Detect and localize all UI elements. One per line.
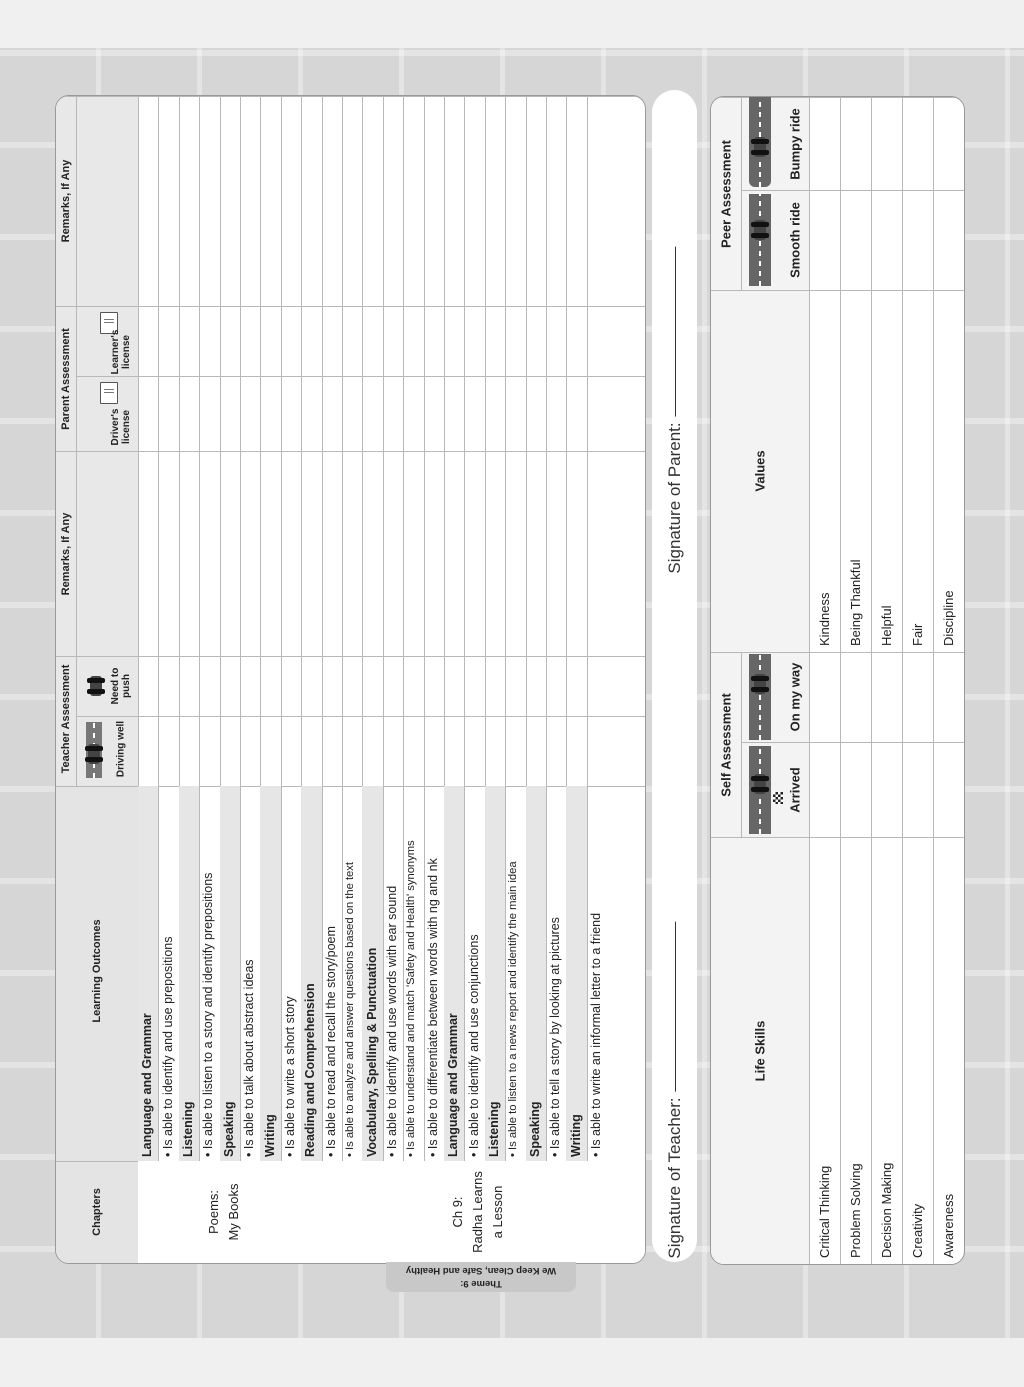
assessment-cell[interactable] — [301, 716, 321, 786]
assessment-cell[interactable] — [587, 656, 607, 716]
assessment-cell[interactable] — [138, 451, 158, 656]
value-row — [902, 290, 933, 652]
chapter-poems: Poems: My Books — [138, 1161, 310, 1263]
theme-number: Theme 9: — [460, 1278, 502, 1289]
assessment-cell[interactable] — [199, 716, 219, 786]
outcome-section-heading — [444, 786, 464, 1161]
assessment-cell[interactable] — [809, 652, 840, 742]
assessment-cell[interactable] — [505, 656, 525, 716]
outcome-text: • Is able to tell a story by looking at pictures — [548, 917, 563, 1157]
license-icon — [100, 382, 118, 404]
assessment-cell[interactable] — [902, 190, 933, 290]
assessment-cell[interactable] — [403, 656, 423, 716]
assessment-cell[interactable] — [566, 376, 586, 451]
outcome-text: Speaking — [527, 1101, 542, 1157]
assessment-cell[interactable] — [383, 306, 403, 376]
assessment-cell[interactable] — [301, 376, 321, 451]
assessment-cell[interactable] — [526, 716, 546, 786]
assessment-cell[interactable] — [322, 656, 342, 716]
outcome-row — [281, 786, 301, 1161]
assessment-cell[interactable] — [301, 96, 321, 306]
assessment-cell[interactable] — [281, 306, 301, 376]
outcome-row — [240, 786, 260, 1161]
signature-bar — [652, 90, 697, 1262]
assessment-cell[interactable] — [138, 96, 158, 306]
car-icon — [754, 220, 766, 240]
assessment-cell[interactable] — [424, 656, 444, 716]
assessment-cell[interactable] — [240, 376, 260, 451]
outcome-text: • Is able to listen to a story and identify prepositions — [201, 872, 216, 1157]
assessment-cell[interactable] — [505, 376, 525, 451]
life-skills-values-table — [710, 96, 965, 1265]
value-label: Being Thankful — [847, 559, 863, 646]
assessment-cell[interactable] — [464, 716, 484, 786]
assessment-cell[interactable] — [546, 376, 566, 451]
assessment-cell[interactable] — [281, 656, 301, 716]
assessment-cell[interactable] — [546, 656, 566, 716]
assessment-cell[interactable] — [322, 451, 342, 656]
teacher-signature: Signature of Teacher: — [652, 850, 697, 1330]
life-skill-label: Decision Making — [878, 1162, 894, 1258]
assessment-cell[interactable] — [322, 96, 342, 306]
value-label: Kindness — [816, 592, 832, 646]
outcome-text: • Is able to differentiate between words with ng and nk — [425, 858, 440, 1157]
assessment-cell[interactable] — [464, 306, 484, 376]
outcome-row — [424, 786, 444, 1161]
outcome-row — [587, 786, 607, 1161]
assessment-cell[interactable] — [403, 451, 423, 656]
assessment-cell[interactable] — [444, 306, 464, 376]
assessment-cell[interactable] — [179, 376, 199, 451]
assessment-cell[interactable] — [403, 716, 423, 786]
life-skill-label: Creativity — [909, 1203, 925, 1258]
assessment-cell[interactable] — [301, 451, 321, 656]
value-row — [871, 290, 902, 652]
outcome-row — [322, 786, 342, 1161]
self-assessment-header: Self Assessment — [718, 692, 734, 797]
assessment-cell[interactable] — [933, 97, 964, 190]
assessment-cell[interactable] — [158, 451, 178, 656]
outcome-row — [199, 786, 219, 1161]
life-skill-label: Problem Solving — [847, 1163, 863, 1258]
assessment-cell[interactable] — [199, 306, 219, 376]
parent-signature: Signature of Parent: — [652, 110, 697, 710]
assessment-cell[interactable] — [220, 716, 240, 786]
assessment-cell[interactable] — [403, 306, 423, 376]
teacher-signature-line[interactable] — [675, 921, 676, 1091]
value-label: Helpful — [878, 605, 894, 646]
car-icon — [754, 774, 766, 794]
outcome-row — [546, 786, 566, 1161]
parent-assessment-header: Parent Assessment — [60, 327, 72, 430]
parent-remarks-header: Remarks, If Any — [60, 159, 72, 243]
assessment-cell[interactable] — [342, 96, 362, 306]
assessment-cell[interactable] — [342, 451, 362, 656]
assessment-cell[interactable] — [505, 716, 525, 786]
assessment-cell[interactable] — [424, 451, 444, 656]
outcome-text: Language and Grammar — [140, 1013, 155, 1157]
assessment-cell[interactable] — [260, 716, 280, 786]
chapter-radha: Ch 9: Radha Learns a Lesson — [310, 1161, 645, 1263]
assessment-cell[interactable] — [505, 306, 525, 376]
assessment-cell[interactable] — [902, 97, 933, 190]
life-skill-row — [840, 837, 871, 1264]
outcome-row — [342, 786, 362, 1161]
assessment-cell[interactable] — [362, 376, 382, 451]
value-label: Fair — [909, 623, 925, 646]
outcome-text: Reading and Comprehension — [303, 983, 318, 1157]
assessment-cell[interactable] — [424, 376, 444, 451]
assessment-cell[interactable] — [933, 652, 964, 742]
assessment-cell[interactable] — [158, 716, 178, 786]
drivers-license-header: Driver's license — [76, 376, 138, 451]
assessment-cell[interactable] — [566, 451, 586, 656]
assessment-cell[interactable] — [342, 376, 362, 451]
car-icon — [754, 674, 766, 694]
outcome-text: • Is able to analyze and answer questions based on the text — [344, 862, 357, 1157]
teacher-assessment-header: Teacher Assessment — [60, 664, 72, 773]
outcome-section-heading — [566, 786, 586, 1161]
assessment-cell[interactable] — [444, 716, 464, 786]
assessment-cell[interactable] — [871, 742, 902, 837]
assessment-cell[interactable] — [546, 306, 566, 376]
outcome-text: Listening — [180, 1101, 195, 1157]
assessment-cell[interactable] — [281, 716, 301, 786]
parent-signature-line[interactable] — [675, 246, 676, 416]
assessment-cell[interactable] — [158, 96, 178, 306]
assessment-cell[interactable] — [138, 306, 158, 376]
outcome-section-heading — [526, 786, 546, 1161]
life-skill-label: Awareness — [940, 1193, 956, 1258]
assessment-cell[interactable] — [383, 656, 403, 716]
chapters-header: Chapters — [91, 1188, 103, 1236]
life-skill-label: Critical Thinking — [816, 1165, 832, 1258]
assessment-cell[interactable] — [444, 451, 464, 656]
assessment-cell[interactable] — [809, 97, 840, 190]
outcome-section-heading — [179, 786, 199, 1161]
assessment-cell[interactable] — [199, 96, 219, 306]
driving-well-header: Driving well — [76, 716, 138, 781]
life-skill-row — [902, 837, 933, 1264]
peer-assessment-header: Peer Assessment — [718, 139, 734, 248]
assessment-cell[interactable] — [362, 716, 382, 786]
assessment-cell[interactable] — [526, 451, 546, 656]
assessment-cell[interactable] — [403, 96, 423, 306]
road-icon — [749, 654, 771, 740]
outcome-text: • Is able to listen to a news report and identify the main idea — [507, 861, 520, 1157]
outcome-text: Language and Grammar — [446, 1013, 461, 1157]
assessment-cell[interactable] — [809, 742, 840, 837]
assessment-cell[interactable] — [342, 306, 362, 376]
life-skills-header: Life Skills — [752, 1020, 768, 1081]
assessment-cell[interactable] — [342, 716, 362, 786]
assessment-cell[interactable] — [301, 306, 321, 376]
assessment-cell[interactable] — [383, 376, 403, 451]
assessment-cell[interactable] — [485, 376, 505, 451]
assessment-cell[interactable] — [902, 652, 933, 742]
assessment-cell[interactable] — [933, 190, 964, 290]
assessment-cell[interactable] — [240, 96, 260, 306]
assessment-cell[interactable] — [464, 96, 484, 306]
theme-tab — [386, 1262, 576, 1292]
assessment-cell[interactable] — [179, 716, 199, 786]
assessment-cell[interactable] — [526, 306, 546, 376]
assessment-cell[interactable] — [220, 451, 240, 656]
assessment-cell[interactable] — [220, 376, 240, 451]
assessment-cell[interactable] — [220, 306, 240, 376]
assessment-cell[interactable] — [158, 306, 178, 376]
assessment-cell[interactable] — [546, 96, 566, 306]
assessment-cell[interactable] — [240, 451, 260, 656]
assessment-cell[interactable] — [240, 306, 260, 376]
outcome-text: • Is able to understand and match 'Safety and Health' synonyms — [405, 840, 418, 1157]
assessment-cell[interactable] — [199, 376, 219, 451]
assessment-cell[interactable] — [199, 656, 219, 716]
outcome-text: Writing — [568, 1114, 583, 1157]
life-skill-row — [933, 837, 964, 1264]
assessment-cell[interactable] — [871, 652, 902, 742]
assessment-cell[interactable] — [322, 716, 342, 786]
assessment-cell[interactable] — [587, 451, 607, 656]
assessment-cell[interactable] — [322, 376, 342, 451]
assessment-cell[interactable] — [260, 451, 280, 656]
assessment-cell[interactable] — [179, 656, 199, 716]
learning-outcomes-header: Learning Outcomes — [91, 919, 103, 1023]
bumpy-ride-header: Bumpy ride — [741, 97, 809, 190]
assessment-cell[interactable] — [179, 306, 199, 376]
assessment-cell[interactable] — [485, 716, 505, 786]
assessment-cell[interactable] — [138, 656, 158, 716]
assessment-cell[interactable] — [424, 96, 444, 306]
assessment-cell[interactable] — [902, 742, 933, 837]
values-header: Values — [752, 450, 768, 492]
assessment-cell[interactable] — [587, 716, 607, 786]
assessment-cell[interactable] — [362, 96, 382, 306]
assessment-cell[interactable] — [138, 376, 158, 451]
outcome-text: • Is able to read and recall the story/poem — [323, 926, 338, 1157]
assessment-cell[interactable] — [566, 716, 586, 786]
smooth-ride-header: Smooth ride — [741, 190, 809, 290]
learners-license-header: Learner's license — [76, 306, 138, 376]
outcome-row — [383, 786, 403, 1161]
assessment-cell[interactable] — [566, 306, 586, 376]
assessment-cell[interactable] — [840, 742, 871, 837]
outcome-row — [464, 786, 484, 1161]
outcome-text: • Is able to write a short story — [282, 996, 297, 1157]
assessment-cell[interactable] — [505, 96, 525, 306]
outcome-section-heading — [301, 786, 321, 1161]
theme-title: We Keep Clean, Safe and Healthy — [405, 1265, 557, 1276]
assessment-cell[interactable] — [444, 376, 464, 451]
learning-outcomes-table — [55, 95, 646, 1264]
assessment-cell[interactable] — [840, 190, 871, 290]
assessment-cell[interactable] — [871, 97, 902, 190]
value-row — [840, 290, 871, 652]
assessment-cell[interactable] — [260, 656, 280, 716]
assessment-cell[interactable] — [179, 451, 199, 656]
outcome-text: Vocabulary, Spelling & Punctuation — [364, 947, 379, 1157]
assessment-cell[interactable] — [281, 96, 301, 306]
outcome-row — [158, 786, 178, 1161]
assessment-cell[interactable] — [158, 656, 178, 716]
assessment-cell[interactable] — [301, 656, 321, 716]
outcome-text: • Is able to talk about abstract ideas — [242, 959, 257, 1157]
assessment-cell[interactable] — [840, 97, 871, 190]
assessment-cell[interactable] — [179, 96, 199, 306]
outcome-text: Writing — [262, 1114, 277, 1157]
assessment-cell[interactable] — [485, 451, 505, 656]
arrived-header: Arrived — [741, 742, 809, 837]
assessment-cell[interactable] — [403, 376, 423, 451]
outcome-section-heading — [220, 786, 240, 1161]
life-skill-row — [871, 837, 902, 1264]
assessment-cell[interactable] — [424, 716, 444, 786]
assessment-cell[interactable] — [526, 96, 546, 306]
assessment-cell[interactable] — [240, 656, 260, 716]
road-icon — [749, 194, 771, 286]
car-icon — [88, 744, 100, 764]
assessment-cell[interactable] — [281, 451, 301, 656]
outcome-row — [403, 786, 423, 1161]
outcome-section-heading — [362, 786, 382, 1161]
outcome-text: Listening — [486, 1101, 501, 1157]
assessment-cell[interactable] — [546, 716, 566, 786]
assessment-cell[interactable] — [587, 306, 607, 376]
assessment-cell[interactable] — [260, 376, 280, 451]
assessment-cell[interactable] — [199, 451, 219, 656]
need-to-push-header: Need to push — [76, 656, 138, 716]
assessment-cell[interactable] — [464, 376, 484, 451]
assessment-cell[interactable] — [587, 96, 607, 306]
assessment-cell[interactable] — [424, 306, 444, 376]
assessment-cell[interactable] — [840, 652, 871, 742]
assessment-cell[interactable] — [485, 96, 505, 306]
assessment-cell[interactable] — [871, 190, 902, 290]
outcome-text: • Is able to identify and use words with ear sound — [384, 885, 399, 1157]
assessment-cell[interactable] — [526, 376, 546, 451]
assessment-cell[interactable] — [809, 190, 840, 290]
assessment-cell[interactable] — [383, 451, 403, 656]
outcome-text: • Is able to identify and use conjunctions — [466, 934, 481, 1157]
teacher-remarks-header: Remarks, If Any — [60, 512, 72, 595]
assessment-cell[interactable] — [444, 656, 464, 716]
value-label: Discipline — [940, 590, 956, 646]
assessment-cell[interactable] — [566, 96, 586, 306]
assessment-cell[interactable] — [566, 656, 586, 716]
assessment-cell[interactable] — [158, 376, 178, 451]
assessment-cell[interactable] — [526, 656, 546, 716]
assessment-cell[interactable] — [322, 306, 342, 376]
life-skill-row — [809, 837, 840, 1264]
assessment-cell[interactable] — [342, 656, 362, 716]
outcome-text: Speaking — [221, 1101, 236, 1157]
outcome-text: • Is able to identify and use prepositions — [160, 936, 175, 1157]
assessment-cell[interactable] — [587, 376, 607, 451]
assessment-cell[interactable] — [362, 656, 382, 716]
on-my-way-header: On my way — [741, 652, 809, 742]
car-push-icon — [90, 676, 102, 696]
assessment-cell[interactable] — [362, 306, 382, 376]
assessment-cell[interactable] — [464, 656, 484, 716]
outcome-text: • Is able to write an informal letter to a friend — [588, 912, 603, 1157]
assessment-cell[interactable] — [383, 96, 403, 306]
assessment-cell[interactable] — [260, 96, 280, 306]
assessment-cell[interactable] — [220, 656, 240, 716]
assessment-cell[interactable] — [444, 96, 464, 306]
assessment-cell[interactable] — [281, 376, 301, 451]
value-row — [933, 290, 964, 652]
assessment-cell[interactable] — [546, 451, 566, 656]
assessment-cell[interactable] — [505, 451, 525, 656]
assessment-cell[interactable] — [260, 306, 280, 376]
value-row — [809, 290, 840, 652]
car-icon — [754, 137, 766, 157]
outcome-section-heading — [485, 786, 505, 1161]
assessment-cell[interactable] — [383, 716, 403, 786]
assessment-cell[interactable] — [485, 306, 505, 376]
assessment-cell[interactable] — [138, 716, 158, 786]
assessment-cell[interactable] — [240, 716, 260, 786]
outcome-section-heading — [260, 786, 280, 1161]
outcome-row — [505, 786, 525, 1161]
assessment-cell[interactable] — [464, 451, 484, 656]
outcome-section-heading — [138, 786, 158, 1161]
assessment-cell[interactable] — [933, 742, 964, 837]
assessment-cell[interactable] — [362, 451, 382, 656]
assessment-cell[interactable] — [485, 656, 505, 716]
assessment-cell[interactable] — [220, 96, 240, 306]
